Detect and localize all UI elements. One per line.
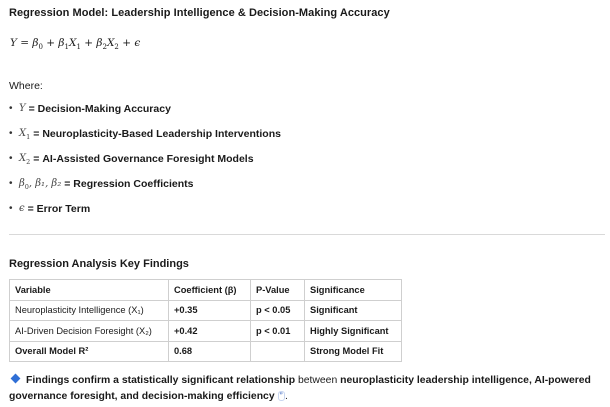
- definition-equals: =: [28, 103, 35, 115]
- definition-equals: =: [64, 178, 71, 190]
- citation-icon[interactable]: ❞: [279, 392, 283, 399]
- divider: [9, 234, 605, 235]
- definition-equals: =: [33, 153, 40, 165]
- section-title: Regression Analysis Key Findings: [9, 258, 189, 270]
- table-cell: AI-Driven Decision Foresight (X₂): [10, 321, 169, 342]
- bullet-icon: •: [9, 203, 13, 214]
- column-header: P-Value: [251, 280, 305, 301]
- symbol: $\beta_0$, β₁, β₂: [19, 178, 62, 191]
- definition-equals: =: [27, 203, 34, 215]
- table-cell: +0.42: [169, 321, 251, 342]
- table-cell: Significant: [305, 300, 402, 321]
- definition-item: [9, 177, 281, 202]
- table-cell: [251, 341, 305, 362]
- table-cell: Overall Model R²: [10, 341, 169, 362]
- table-row: [10, 300, 402, 321]
- definition-text: Regression Coefficients: [73, 178, 194, 190]
- definition-item: [9, 102, 281, 127]
- blue-diamond-icon: [11, 374, 21, 384]
- table-cell: p < 0.05: [251, 300, 305, 321]
- table-cell: p < 0.01: [251, 321, 305, 342]
- symbol: $X_1$: [19, 128, 31, 141]
- definition-text: AI-Assisted Governance Foresight Models: [42, 153, 254, 165]
- bullet-icon: •: [9, 153, 13, 164]
- definition-list: [9, 102, 281, 227]
- table-cell: Strong Model Fit: [305, 341, 402, 362]
- column-header: Variable: [10, 280, 169, 301]
- note-bold-1: Findings confirm a statistically significant relationship: [26, 375, 296, 386]
- where-label: Where:: [9, 80, 43, 92]
- definition-text: Error Term: [36, 203, 91, 215]
- findings-note: Findings confirm a statistically significant relationship between neuroplasticity leadership intelligence, AI-powered governance foresight, and decision-making efficiency ❞ .: [9, 375, 591, 402]
- findings-table: [9, 279, 402, 362]
- bullet-icon: •: [9, 103, 13, 114]
- table-cell: +0.35: [169, 300, 251, 321]
- table-header-row: [10, 280, 402, 301]
- column-header: Significance: [305, 280, 402, 301]
- table-cell: 0.68: [169, 341, 251, 362]
- table-cell: Highly Significant: [305, 321, 402, 342]
- definition-equals: =: [33, 128, 40, 140]
- definition-item: [9, 127, 281, 152]
- bullet-icon: •: [9, 128, 13, 139]
- table-cell: Neuroplasticity Intelligence (X₁): [10, 300, 169, 321]
- note-plain: between: [295, 375, 341, 386]
- definition-item: [9, 152, 281, 177]
- symbol: ϵ: [19, 203, 25, 214]
- definition-item: [9, 202, 281, 227]
- definition-text: Decision-Making Accuracy: [37, 103, 171, 115]
- symbol: Y: [19, 103, 26, 114]
- page-title: Regression Model: Leadership Intelligence & Decision-Making Accuracy: [9, 7, 390, 19]
- column-header: Coefficient (β): [169, 280, 251, 301]
- note-bold-2: neuroplasticity leadership intelligence, AI-powered governance foresight, and decision-making efficiency: [9, 375, 591, 402]
- symbol: $X_2$: [19, 153, 31, 166]
- definition-text: Neuroplasticity-Based Leadership Interventions: [42, 128, 281, 140]
- regression-equation: $Y = \beta_0 + \beta_1X_1 + \beta_2X_2 + \epsilon$: [10, 37, 141, 52]
- table-row: [10, 321, 402, 342]
- table-row: [10, 341, 402, 362]
- bullet-icon: •: [9, 178, 13, 189]
